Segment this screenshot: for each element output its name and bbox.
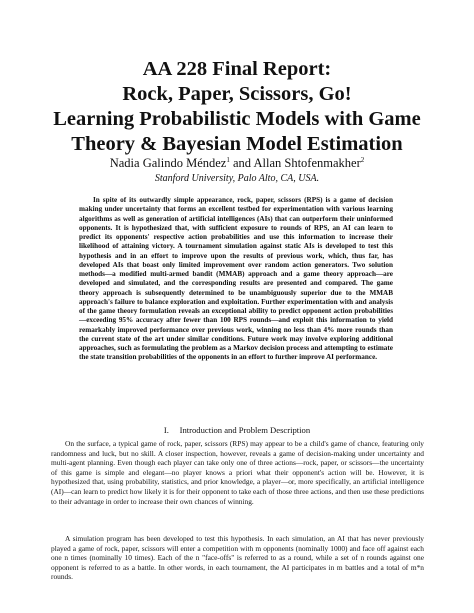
abstract-text: In spite of its outwardly simple appearance, rock, paper, scissors (RPS) is a game of decision making under uncertainty that forms an excellent testbed for experimentation with various learning algorithms as well as generation of artificial intelligences (AIs) that can outperform their uninformed opponents. It is hypothesized that, with sufficient exposure to rounds of RPS, an AI can learn to predict its opponents' respective action probabilities and use this information to increase their likelihood of attaining victory. A tournament simulation against static AIs is developed to test this hypothesis and in an effort to improve upon the results of previous work, which, thus far, has developed AIs that boast only limited improvement over random action generators. Two solution methods—a modified multi-armed bandit (MMAB) approach and a game theory approach—are developed and simulated, and the corresponding results are presented and compared. The game theory approach is subsequently determined to be unambiguously superior due to the MMAB approach's failure to balance exploration and exploitation. Further experimentation with and analysis of the game theory formulation reveals an exceptional ability to predict opponent action probabilities—exceeding 95% accuracy after fewer than 100 RPS rounds—and exploit this information to yield remarkably improved performance over previous work, winning no less than 4% more rounds than the current state of the art under similar conditions. Future work may involve exploring additional approaches, such as formulating the problem as a Markov decision process and attempting to estimate the state transition probabilities of the opponents in an effort to further improve AI performance.: [79, 196, 393, 362]
abstract: [79, 196, 393, 363]
author-1-affiliation-mark: 1: [226, 155, 230, 164]
author-line: [0, 155, 474, 171]
title-line-3: Learning Probabilistic Models with Game: [53, 108, 421, 130]
paragraph-2-text: A simulation program has been developed to test this hypothesis. In each simulation, an AI that has never previously played a game of rock, paper, scissors will enter a competition with m opponents (nominally 1000) and face off against each one n times (nominally 10 times). Each of the n "face-offs" is referred to as a round, while a set of n rounds against one opponent is referred to as a battle. In other words, in each tournament, the AI participates in m battles and a total of m*n rounds.: [51, 534, 424, 582]
title-line-1: AA 228 Final Report:: [142, 58, 332, 80]
author-2-affiliation-mark: 2: [360, 155, 365, 164]
author-2: Allan Shtofenmakher: [253, 156, 361, 170]
paragraph-1-text: On the surface, a typical game of rock, paper, scissors (RPS) may appear to be a child's game of chance, featuring only randomness and luck, but no skill. A closer inspection, however, reveals a game of decision-making under uncertainty and multi-agent planning. Even though each player can take only one of three actions—rock, paper, or scissors—the uncertainty of this game is simple and elegant—no player knows a priori what their opponent's action will be. However, it is hypothesized that, using probability, statistics, and prior knowledge, a player—or, more specifically, an artificial intelligence (AI)—can learn to predict how likely it is for their opponent to take each of those three actions, and then use these predictions to their advantage in order to increase their own chances of winning.: [51, 439, 424, 506]
affiliation: Stanford University, Palo Alto, CA, USA.: [154, 173, 320, 184]
paragraph-1: [51, 439, 424, 506]
paragraph-2: [51, 534, 424, 582]
title-line-4: Theory & Bayesian Model Estimation: [71, 133, 403, 155]
title-line-2: Rock, Paper, Scissors, Go!: [122, 83, 352, 105]
author-1: Nadia Galindo Méndez: [109, 156, 227, 170]
section-heading: I. Introduction and Problem Description: [163, 425, 311, 435]
author-joiner: and: [229, 156, 254, 170]
